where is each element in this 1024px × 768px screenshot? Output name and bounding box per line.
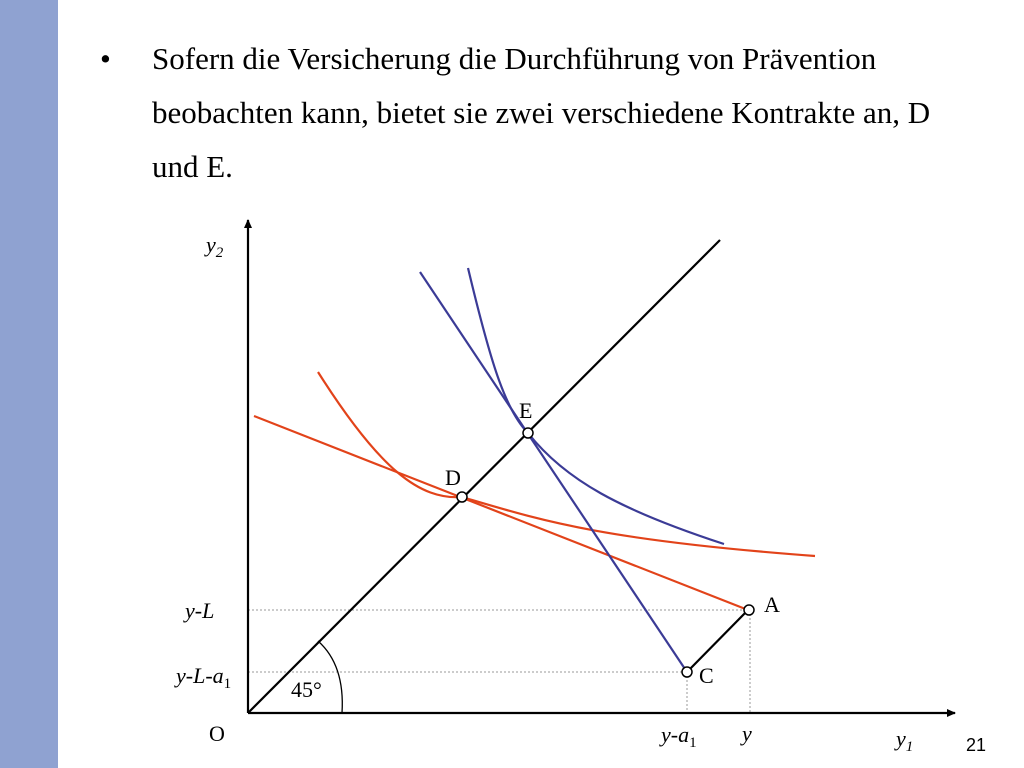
segment-a-c — [687, 610, 748, 672]
point-label-c: C — [699, 663, 714, 688]
tick-label-ya1: $y-a_1$ — [661, 722, 697, 751]
point-label-d: D — [445, 465, 461, 490]
bullet-text: Sofern die Versicherung die Durchführung von Prävention beobachten kann, bietet sie zwei verschiedene Kontrakte an, D und E. — [152, 41, 931, 184]
angle-label: 45° — [291, 677, 322, 702]
point-marker-d — [457, 492, 467, 502]
page-number: 21 — [965, 735, 986, 755]
point-label-a: A — [764, 592, 780, 617]
origin-label: O — [209, 721, 225, 746]
tick-label-yLa1: $y-L-a_1$ — [176, 663, 232, 692]
tick-label-yL: y-L — [185, 598, 215, 623]
point-marker-a — [744, 605, 754, 615]
x-axis-label: $y_1$ — [896, 726, 914, 755]
bullet-mark: • — [100, 41, 111, 76]
red-indifference-curve — [318, 372, 815, 556]
point-marker-e — [523, 428, 533, 438]
y-axis-label: $y_2$ — [206, 232, 224, 261]
blue-indifference-curve — [468, 268, 724, 544]
point-marker-c — [682, 667, 692, 677]
red-budget-line — [254, 416, 748, 610]
point-label-e: E — [519, 398, 533, 423]
tick-label-y: y — [742, 721, 752, 746]
